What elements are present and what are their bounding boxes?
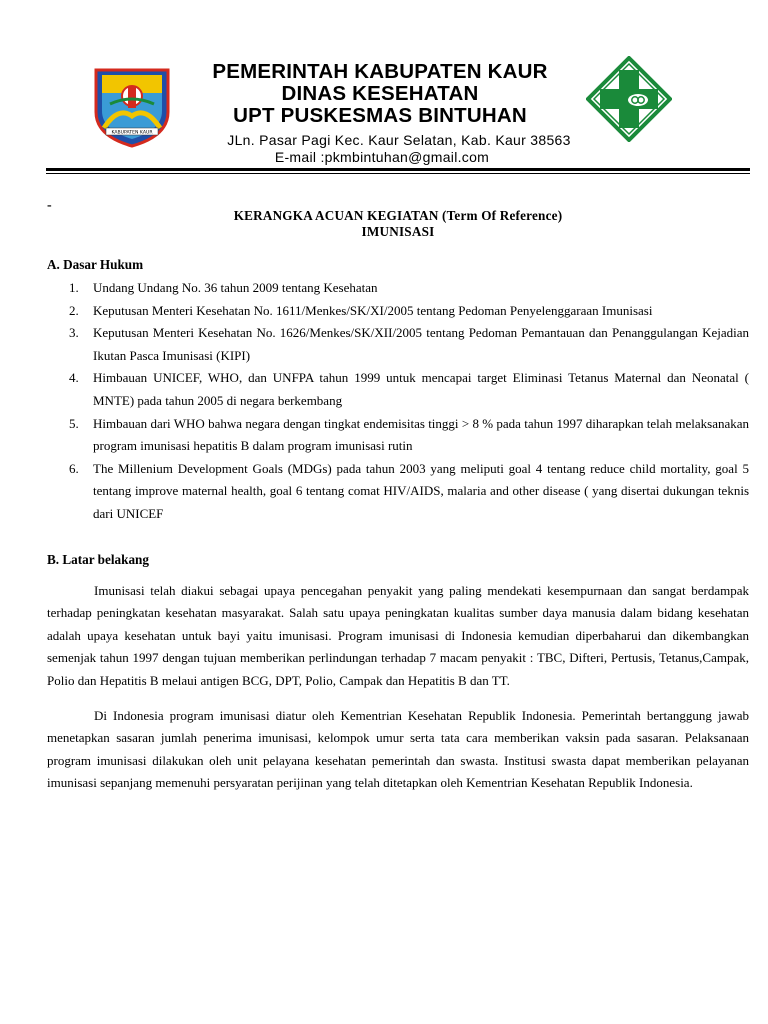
government-name: PEMERINTAH KABUPATEN KAUR <box>212 60 548 83</box>
list-item-number: 2. <box>69 302 79 318</box>
list-item-text: Undang Undang No. 36 tahun 2009 tentang Kesehatan <box>93 280 378 295</box>
title-line-1: KERANGKA ACUAN KEGIATAN (Term Of Reference) <box>233 208 563 223</box>
list-item-number: 4. <box>69 370 79 386</box>
list-item-text: Himbauan dari WHO bahwa negara dengan tingkat endemisitas tinggi > 8 % pada tahun 1997 diharapkan telah melaksanakan program imunisasi hepatitis B dalam program imunisasi rutin <box>93 415 749 454</box>
letterhead-rule-thick <box>46 168 750 171</box>
list-item-number: 1. <box>69 280 79 295</box>
list-item <box>47 413 749 458</box>
list-item-text: Keputusan Menteri Kesehatan No. 1626/Menkes/SK/XII/2005 tentang Pedoman Pemantauan dan Penanggulangan Kejadian Ikutan Pasca Imunisasi (KIPI) <box>93 325 749 363</box>
list-item <box>47 458 749 526</box>
list-item-number: 3. <box>69 325 79 341</box>
puskesmas-logo-icon <box>586 56 672 142</box>
letterhead-rule-thin <box>46 173 750 174</box>
title-line-2: IMUNISASI <box>361 224 435 239</box>
list-item-number: 5. <box>69 415 79 431</box>
background-paragraph-1: Imunisasi telah diakui sebagai upaya pencegahan penyakit yang paling mendekati kesempurnaan dan sangat berdampak terhadap peningkatan kesehatan masyarakat. Salah satu upaya peningkatan kualitas sumber daya manusia dalam bidang kesehatan adalah upaya kesehatan untuk bayi yaitu imunisasi. Program imunisasi di Indonesia kemudian diperbaharui dan dikembangkan semenjak tahun 1997 dengan tujuan memberikan perlindungan terhadap 7 macam penyakit : TBC, Difteri, Pertusis, Tetanus,Campak, Polio dan Hepatitis B melaui antigen BCG, DPT, Polio, Campak dan Hepatitis B dan TT. <box>47 582 749 688</box>
background-paragraph-2: Di Indonesia program imunisasi diatur oleh Kementrian Kesehatan Republik Indonesia. Pemerintah bertanggung jawab menetapkan sasaran jumlah penerima imunisasi, kelompok umur serta tata cara memberikan vaksin pada sasaran. Pelaksanaan program imunisasi dilakukan oleh unit pelayana kesehatan pemerintah dan swasta. Institusi swasta dapat memberikan pelayanan imunisasi sepanjang memenuhi persyaratan perijinan yang telah ditetapkan oleh Kementrian Kesehatan Republik Indonesia. <box>47 707 749 791</box>
list-item-text: Keputusan Menteri Kesehatan No. 1611/Menkes/SK/XI/2005 tentang Pedoman Penyelenggaraan Imunisasi <box>93 302 653 318</box>
list-item <box>47 277 749 300</box>
dash-mark: - <box>47 198 52 213</box>
kabupaten-kaur-emblem <box>92 66 172 148</box>
list-item-number: 6. <box>69 460 79 476</box>
letterhead <box>0 0 768 180</box>
list-item-text: Himbauan UNICEF, WHO, dan UNFPA tahun 1999 untuk mencapai target Eliminasi Tetanus Maternal dan Neonatal ( MNTE) pada tahun 2005 di negara berkembang <box>93 370 749 408</box>
document-title <box>47 208 749 240</box>
document-body <box>47 208 749 795</box>
emblem-banner-text: KABUPATEN KAUR <box>111 130 153 136</box>
section-a-heading: A. Dasar Hukum <box>47 257 144 272</box>
list-item <box>47 367 749 412</box>
address: JLn. Pasar Pagi Kec. Kaur Selatan, Kab. Kaur 38563 <box>227 132 571 148</box>
list-item <box>47 322 749 367</box>
list-item-text: The Millenium Development Goals (MDGs) pada tahun 2003 yang meliputi goal 4 tentang reduce child mortality, goal 5 tentang improve maternal health, goal 6 tentang comat HIV/AIDS, malaria and other disease ( yang disertai dukungan teknis dari UNICEF <box>93 460 749 521</box>
department-name: DINAS KESEHATAN <box>281 82 479 105</box>
puskesmas-name: UPT PUSKESMAS BINTUHAN <box>233 104 527 127</box>
legal-basis-list <box>47 277 749 526</box>
email: E-mail :pkmbintuhan@gmail.com <box>274 149 490 165</box>
section-b-heading: B. Latar belakang <box>47 551 149 567</box>
list-item <box>47 300 749 323</box>
letterhead-text <box>180 61 580 166</box>
